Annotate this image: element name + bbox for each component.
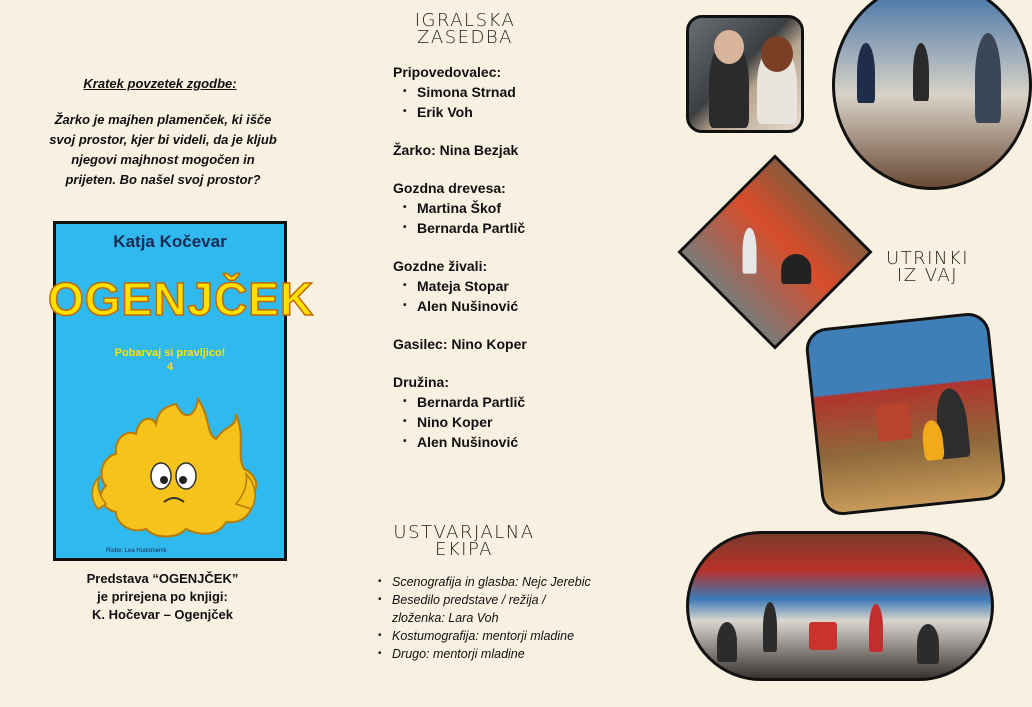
cast-member: • Martina Škof xyxy=(417,198,613,218)
cast-member: • Alen Nušinović xyxy=(417,432,613,452)
rehearsal-hall-photo xyxy=(832,0,1032,190)
full-stage-photo xyxy=(686,531,994,681)
cast-group xyxy=(393,140,613,160)
cast-member: • Bernarda Partlič xyxy=(417,392,613,412)
crew-title xyxy=(378,524,550,558)
snaps-title-line1: UTRINKI xyxy=(885,248,970,269)
cast-role: Gozdne živali: xyxy=(393,258,488,274)
cast-title xyxy=(400,12,530,46)
crew-item: • Kostumografija: mentorji mladine xyxy=(392,627,596,645)
cast-title-line2: ZASEDBA xyxy=(417,27,513,48)
cast-role: Žarko: Nina Bezjak xyxy=(393,142,519,158)
cast-role: Gasilec: Nino Koper xyxy=(393,336,527,352)
cast-title-line1: IGRALSKA xyxy=(414,10,516,31)
cast-group xyxy=(393,62,613,122)
cast-member: • Nino Koper xyxy=(417,412,613,432)
cover-subtitle-line2: 4 xyxy=(166,361,174,373)
crew-item: • Scenografija in glasba: Nejc Jerebic xyxy=(392,573,596,591)
cast-group xyxy=(393,256,613,316)
summary-title: Kratek povzetek zgodbe: xyxy=(83,76,237,91)
crew-item: • Drugo: mentorji mladine xyxy=(392,645,596,663)
snaps-title xyxy=(880,250,975,284)
cast-role: Družina: xyxy=(393,374,449,390)
cast-member: • Simona Strnad xyxy=(417,82,613,102)
stage-rehearsal-photo xyxy=(677,154,872,349)
crew-list xyxy=(376,573,596,663)
cast-member: • Bernarda Partlič xyxy=(417,218,613,238)
summary-text: Žarko je majhen plamenček, ki išče svoj prostor, kjer bi videli, da je kljub njegovi majhnost mogočen in prijeten. Bo našel svoj prostor? xyxy=(49,112,277,187)
cover-title: OGENJČEK xyxy=(48,273,315,325)
cast-role: Gozdna drevesa: xyxy=(393,180,506,196)
cast-member: • Erik Voh xyxy=(417,102,613,122)
cover-credit: Risbe: Lea Hudomenik xyxy=(106,548,167,554)
snaps-title-line2: IZ VAJ xyxy=(896,265,959,286)
cast-group xyxy=(393,372,613,452)
caption-line3: K. Hočevar – Ogenjček xyxy=(92,607,233,622)
cast-group xyxy=(393,178,613,238)
cover-subtitle-line1: Pobarvaj si pravljico! xyxy=(114,347,226,359)
crew-item: • Besedilo predstave / režija / zloženka: Lara Voh xyxy=(392,591,596,627)
caption-line2: je prirejena po knjigi: xyxy=(97,589,228,604)
cast-member: • Alen Nušinović xyxy=(417,296,613,316)
book-cover xyxy=(48,221,315,561)
puppet-stage-photo xyxy=(804,311,1008,517)
book-caption xyxy=(60,570,265,624)
selfie-photo xyxy=(686,15,804,133)
caption-line1: Predstava “OGENJČEK” xyxy=(86,571,239,586)
cover-author: Katja Kočevar xyxy=(113,232,227,251)
cast-role: Pripovedovalec: xyxy=(393,64,502,80)
cast-member: • Mateja Stopar xyxy=(417,276,613,296)
flame-character-icon xyxy=(86,394,266,544)
cast-group xyxy=(393,334,613,354)
crew-title-line1: USTVARJALNA xyxy=(393,522,535,543)
cast-list xyxy=(393,62,613,470)
cover-subtitle xyxy=(56,346,284,374)
crew-title-line2: EKIPA xyxy=(434,539,493,560)
